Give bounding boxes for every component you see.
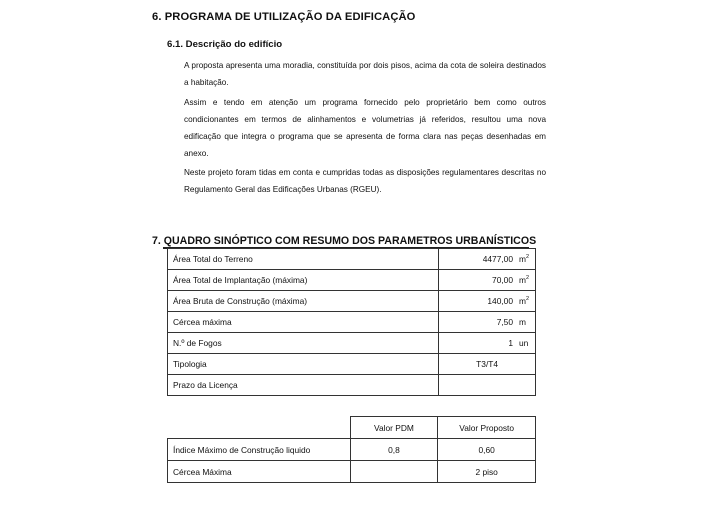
row-value-cell [439, 375, 536, 396]
row-value-cell [439, 249, 536, 270]
row-value: 70,00 [492, 275, 513, 285]
section-6-1-subtitle: 6.1. Descrição do edifício [167, 39, 283, 50]
unit-superscript: 2 [525, 254, 530, 260]
row-unit [513, 254, 535, 264]
table-header-row [168, 417, 536, 439]
unit-text: un [519, 338, 529, 348]
row-label: Área Bruta de Construção (máxima) [168, 291, 439, 312]
row-value-cell [439, 270, 536, 291]
pdm-value: 0,8 [350, 439, 438, 461]
unit-text: m [519, 317, 526, 327]
row-value: 4477,00 [482, 254, 513, 264]
table-row [168, 461, 536, 483]
row-label: Índice Máximo de Construção liquido [168, 439, 351, 461]
row-value-cell [439, 333, 536, 354]
row-unit [513, 275, 535, 285]
table-row [168, 249, 536, 270]
column-header: Valor PDM [350, 417, 438, 439]
paragraph-1: A proposta apresenta uma moradia, constituída por dois pisos, acima da cota de soleira destinados a habitação. [184, 61, 546, 87]
row-label: Cércea Máxima [168, 461, 351, 483]
row-label: Tipologia [168, 354, 439, 375]
unit-text: m [519, 254, 526, 264]
section-7-title: 7. QUADRO SINÓPTICO COM RESUMO DOS PARAMETROS URBANÍSTICOS [152, 235, 537, 247]
unit-text: m [519, 275, 526, 285]
row-unit [513, 338, 535, 348]
paragraph-3: Neste projeto foram tidas em conta e cumpridas todas as disposições regulamentares descritas no Regulamento Geral das Edificações Urbanas (RGEU). [184, 168, 546, 194]
row-value: 140,00 [487, 296, 513, 306]
row-value: 1 [508, 338, 513, 348]
unit-superscript: 2 [525, 275, 530, 281]
section-6-title: 6. PROGRAMA DE UTILIZAÇÃO DA EDIFICAÇÃO [152, 11, 416, 23]
row-label: Prazo da Licença [168, 375, 439, 396]
row-unit [513, 317, 535, 327]
table-row [168, 375, 536, 396]
row-unit [513, 296, 535, 306]
column-header: Valor Proposto [438, 417, 536, 439]
table-row [168, 312, 536, 333]
unit-superscript: 2 [525, 296, 530, 302]
row-value-cell [439, 312, 536, 333]
empty-header-cell [168, 417, 351, 439]
table-row [168, 354, 536, 375]
row-label: Área Total de Implantação (máxima) [168, 270, 439, 291]
row-label: Cércea máxima [168, 312, 439, 333]
unit-text: m [519, 296, 526, 306]
row-label: Área Total do Terreno [168, 249, 439, 270]
table-row [168, 291, 536, 312]
parameters-table [167, 248, 536, 396]
table-row [168, 439, 536, 461]
row-label: N.º de Fogos [168, 333, 439, 354]
table-row [168, 333, 536, 354]
row-value: 7,50 [496, 317, 513, 327]
proposed-value: 0,60 [438, 439, 536, 461]
paragraph-2: Assim e tendo em atenção um programa fornecido pelo proprietário bem como outros condicionantes em termos de alinhamentos e volumetrias já referidos, resultou uma nova edificação que integra o programa que se apresenta de forma clara nas peças desenhadas em anexo. [184, 98, 546, 158]
pdm-value [350, 461, 438, 483]
row-value-cell [439, 291, 536, 312]
row-value-cell: T3/T4 [439, 354, 536, 375]
indices-table [167, 416, 536, 483]
table-row [168, 270, 536, 291]
proposed-value: 2 piso [438, 461, 536, 483]
